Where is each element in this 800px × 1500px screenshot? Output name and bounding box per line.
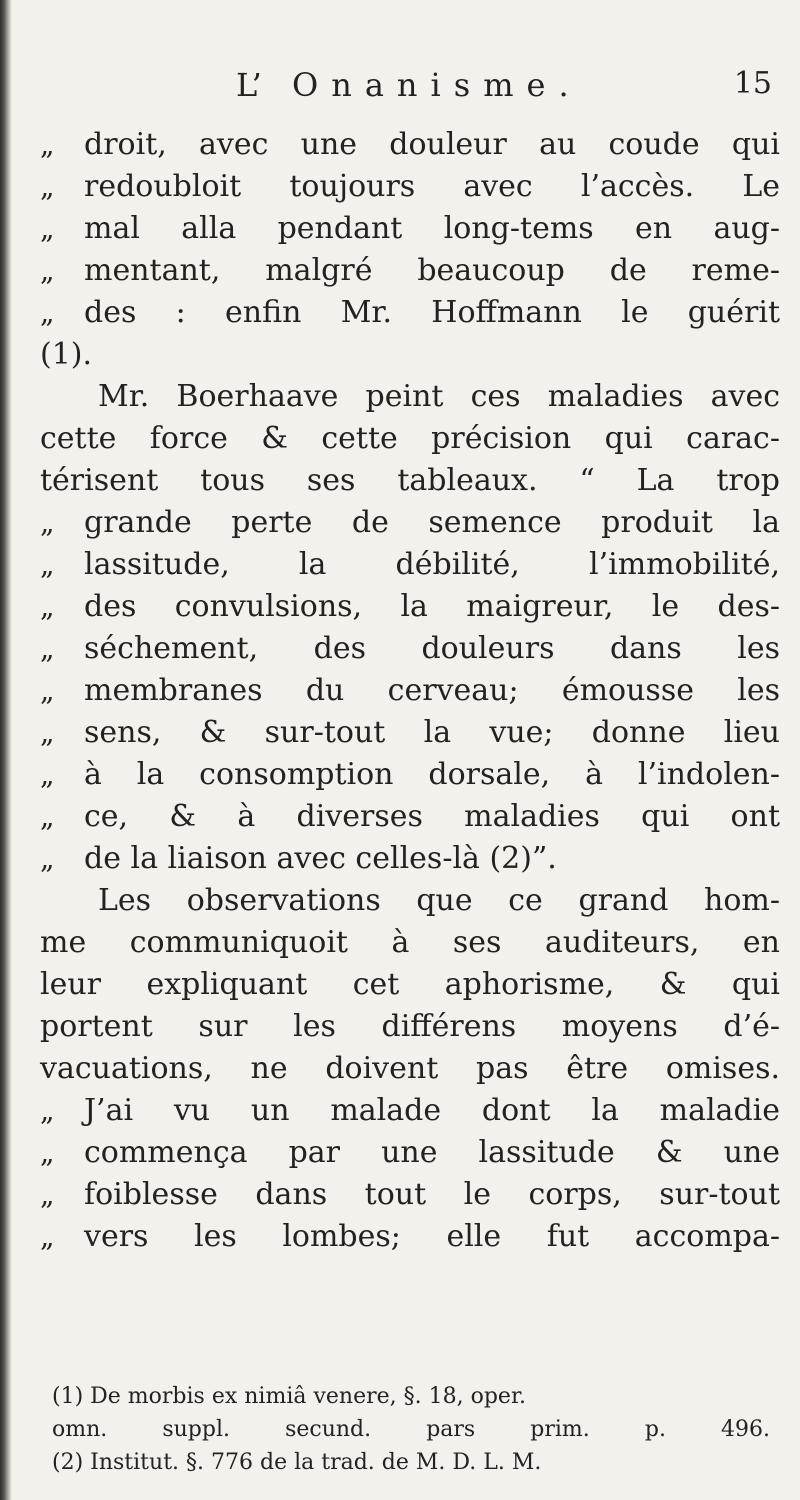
page-number: 15: [733, 66, 772, 101]
text-line: „ de la liaison avec celles-là (2)”.: [40, 838, 780, 880]
footnote-line: (2) Institut. §. 776 de la trad. de M. D. L. M.: [52, 1450, 542, 1475]
text-line: „ membranes du cerveau; émousse les: [40, 670, 780, 712]
text-line: „ J’ai vu un malade dont la maladie: [40, 1090, 780, 1132]
text-line: „ séchement, des douleurs dans les: [40, 628, 780, 670]
text-line: „ commença par une lassitude & une: [40, 1132, 780, 1174]
text-line: „ droit, avec une douleur au coude qui: [40, 124, 780, 166]
footnote-line: (1) De morbis ex nimiâ venere, §. 18, oper.: [52, 1384, 527, 1409]
text-line: portent sur les différens moyens d’é-: [40, 1009, 780, 1044]
footnote-line: omn. suppl. secund. pars prim. p. 496.: [52, 1417, 770, 1442]
text-line: „ lassitude, la débilité, l’immobilité,: [40, 544, 780, 586]
text-line: (1).: [40, 337, 93, 372]
text-line: leur expliquant cet aphorisme, & qui: [40, 967, 780, 1002]
text-line: „ redoubloit toujours avec l’accès. Le: [40, 166, 780, 208]
header-article: L’: [236, 66, 264, 104]
text-line: vacuations, ne doivent pas être omises.: [40, 1051, 780, 1086]
text-line: „ mentant, malgré beaucoup de reme-: [40, 250, 780, 292]
text-line: Mr. Boerhaave peint ces maladies avec: [98, 379, 780, 414]
text-line: térisent tous ses tableaux. “ La trop: [40, 463, 780, 498]
text-line: „ à la consomption dorsale, à l’indolen-: [40, 754, 780, 796]
text-line: „ vers les lombes; elle fut accompa-: [40, 1216, 780, 1258]
text-line: Les observations que ce grand hom-: [98, 883, 780, 918]
text-line: „ mal alla pendant long-tems en aug-: [40, 208, 780, 250]
text-line: „ ce, & à diverses maladies qui ont: [40, 796, 780, 838]
body-text: [40, 124, 780, 1258]
text-line: „ des : enfin Mr. Hoffmann le guérit: [40, 292, 780, 334]
text-line: „ sens, & sur-tout la vue; donne lieu: [40, 712, 780, 754]
text-line: „ foiblesse dans tout le corps, sur-tout: [40, 1174, 780, 1216]
footnotes: [52, 1380, 770, 1479]
running-header: [236, 66, 772, 116]
page-binding-edge: [0, 0, 12, 1500]
header-title: Onanisme.: [292, 66, 582, 104]
text-line: cette force & cette précision qui carac-: [40, 421, 780, 456]
text-line: „ des convulsions, la maigreur, le des-: [40, 586, 780, 628]
text-line: „ grande perte de semence produit la: [40, 502, 780, 544]
text-line: me communiquoit à ses auditeurs, en: [40, 925, 780, 960]
